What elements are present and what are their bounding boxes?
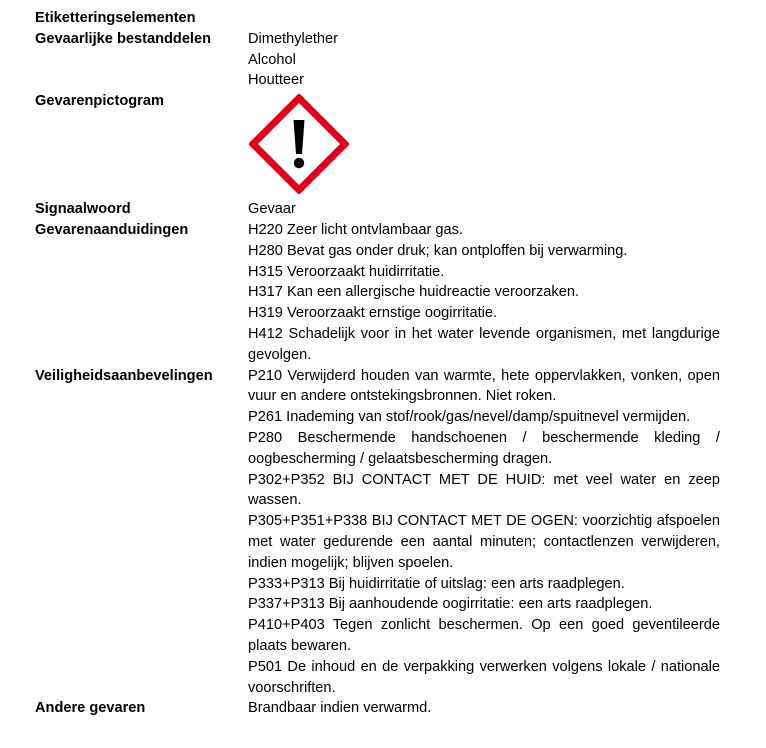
ingredient-item: Alcohol bbox=[248, 51, 296, 68]
precautionary-statements-row bbox=[35, 366, 720, 699]
precautionary-statement: P210 Verwijderd houden van warmte, hete oppervlakken, vonken, open vuur en andere ontstekingsbronnen. Niet roken. bbox=[248, 367, 720, 405]
precautionary-statement: P501 De inhoud en de verpakking verwerken volgens lokale / nationale voorschriften. bbox=[248, 658, 720, 696]
precautionary-statement: P261 Inademing van stof/rook/gas/nevel/damp/spuitnevel vermijden. bbox=[248, 409, 691, 426]
hazard-statement: H319 Veroorzaakt ernstige oogirritatie. bbox=[248, 305, 498, 322]
precautionary-statements-label: Veiligheidsaanbevelingen bbox=[35, 367, 213, 384]
precautionary-statement: P305+P351+P338 BIJ CONTACT MET DE OGEN: voorzichtig afspoelen met water gedurende een aantal minuten; contactlenzen verwijderen, indien mogelijk; blijven spoelen. bbox=[248, 513, 720, 571]
other-hazards-row bbox=[35, 698, 720, 719]
pictogram-label: Gevarenpictogram bbox=[35, 93, 164, 110]
precautionary-statement: P337+P313 Bij aanhoudende oogirritatie: een arts raadplegen. bbox=[248, 596, 653, 613]
hazard-statements-list bbox=[248, 220, 720, 366]
ingredient-item: Dimethylether bbox=[248, 30, 339, 47]
other-hazards-value: Brandbaar indien verwarmd. bbox=[248, 700, 432, 717]
hazard-statement: H412 Schadelijk voor in het water levende organismen, met langdurige gevolgen. bbox=[248, 325, 720, 363]
ingredients-label: Gevaarlijke bestanddelen bbox=[35, 30, 212, 47]
ingredients-list bbox=[248, 29, 720, 91]
exclamation-dot bbox=[294, 158, 304, 168]
hazard-statement: H315 Veroorzaakt huidirritatie. bbox=[248, 263, 445, 280]
hazard-statement: H280 Bevat gas onder druk; kan ontploffen bij verwarming. bbox=[248, 242, 628, 259]
label-elements-document bbox=[35, 8, 720, 719]
pictogram-cell bbox=[248, 91, 720, 199]
signal-word-row bbox=[35, 199, 720, 220]
ingredient-item: Houtteer bbox=[248, 72, 304, 89]
other-hazards-label: Andere gevaren bbox=[35, 700, 146, 717]
precautionary-statements-list bbox=[248, 366, 720, 699]
hazard-statements-label: Gevarenaanduidingen bbox=[35, 221, 189, 238]
ingredients-row bbox=[35, 29, 720, 91]
precautionary-statement: P333+P313 Bij huidirritatie of uitslag: een arts raadplegen. bbox=[248, 575, 625, 592]
precautionary-statement: P302+P352 BIJ CONTACT MET DE HUID: met veel water en zeep wassen. bbox=[248, 471, 720, 509]
precautionary-statement: P410+P403 Tegen zonlicht beschermen. Op een goed geventileerde plaats bewaren. bbox=[248, 617, 720, 654]
hazard-statements-row bbox=[35, 220, 720, 366]
hazard-statement: H317 Kan een allergische huidreactie veroorzaken. bbox=[248, 284, 579, 301]
hazard-statement: H220 Zeer licht ontvlambaar gas. bbox=[248, 221, 463, 238]
precautionary-statement: P280 Beschermende handschoenen / beschermende kleding / oogbescherming / gelaatsbescherming dragen. bbox=[248, 429, 720, 467]
section-heading: Etiketteringselementen bbox=[35, 10, 196, 26]
ghs-exclamation-mark-icon bbox=[249, 94, 349, 194]
signal-word-label: Signaalwoord bbox=[35, 201, 131, 218]
pictogram-row bbox=[35, 91, 720, 199]
signal-word-value: Gevaar bbox=[248, 201, 296, 218]
